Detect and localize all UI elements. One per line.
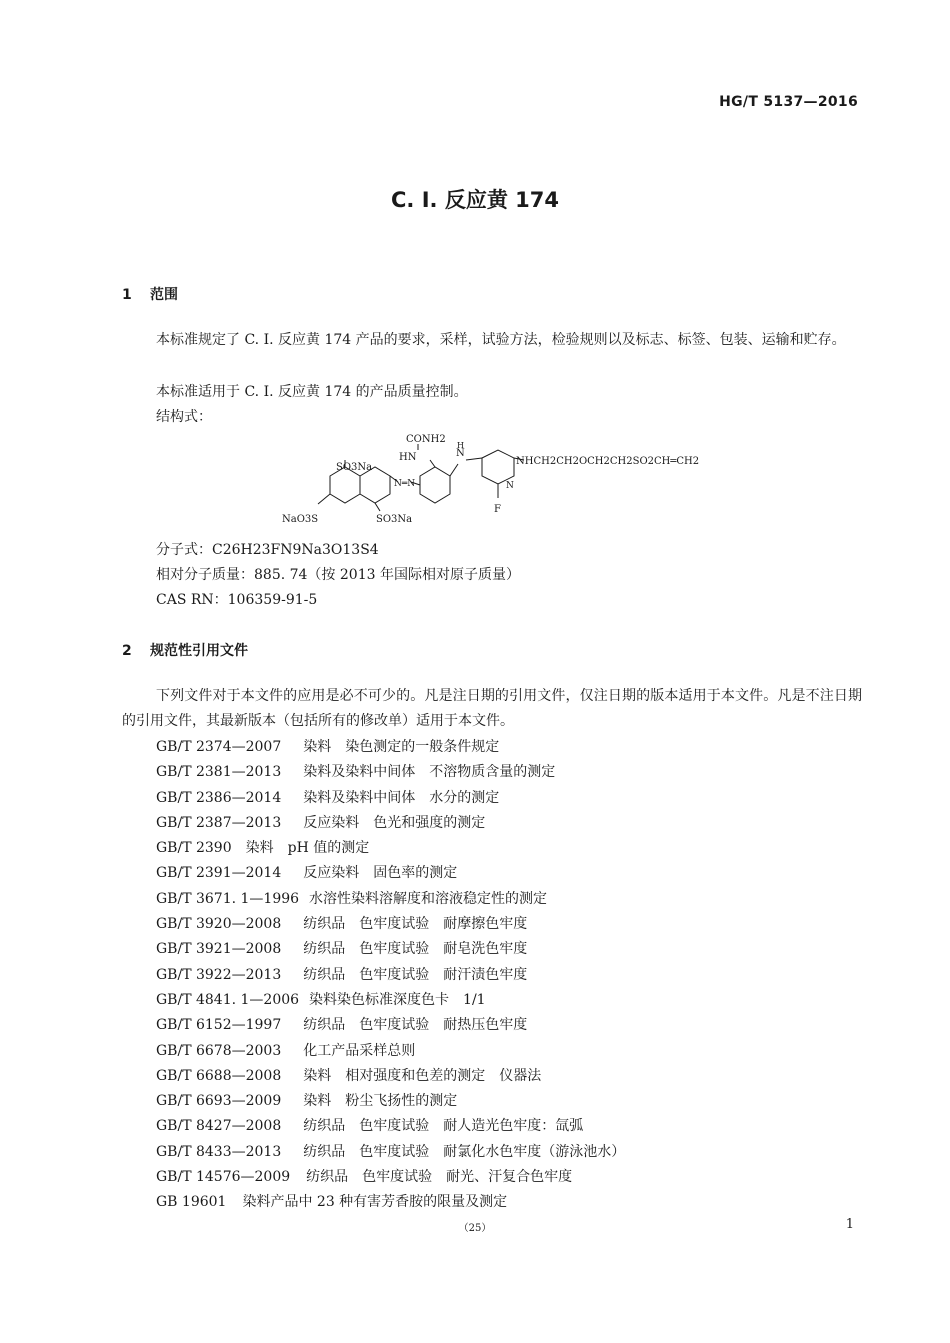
- list-item: [156, 912, 625, 937]
- so3na-bottom-label: SO3Na: [376, 514, 413, 525]
- section-1-heading: [122, 284, 178, 304]
- section-number: 2: [122, 643, 132, 659]
- list-item: [156, 963, 625, 988]
- ref-title: 纺织品 色牢度试验 耐皂洗色牢度: [303, 941, 528, 958]
- list-item: [156, 1190, 625, 1215]
- ref-title: 染料 染色测定的一般条件规定: [303, 739, 500, 755]
- ref-title: 纺织品 色牢度试验 耐人造光色牢度：氙弧: [303, 1118, 584, 1135]
- ref-code: GB/T 6688—2008: [156, 1067, 282, 1084]
- ref-code: GB/T 6693—2009: [156, 1093, 282, 1110]
- section-2-heading: [122, 640, 248, 660]
- ref-code: GB 19601: [156, 1194, 227, 1211]
- ref-title: 染料 pH 值的测定: [245, 840, 370, 857]
- ref-code: GB/T 3922—2013: [156, 966, 282, 983]
- hn-label: HN: [399, 452, 417, 463]
- list-item: [156, 1013, 625, 1038]
- list-item: [156, 1039, 625, 1064]
- list-item: [156, 811, 625, 836]
- section-title: 规范性引用文件: [150, 643, 248, 659]
- ref-code: GB/T 8433—2013: [156, 1143, 282, 1160]
- list-item: [156, 735, 625, 760]
- list-item: [156, 1140, 625, 1165]
- structure-label: 结构式：: [156, 409, 212, 425]
- section-1-paragraph-2: 本标准适用于 C. I. 反应黄 174 的产品质量控制。: [156, 384, 468, 400]
- naso3-label: NaO3S: [282, 514, 319, 525]
- ref-code: GB/T 3921—2008: [156, 941, 282, 958]
- triazine-n-label: N: [506, 481, 514, 491]
- ref-code: GB/T 3920—2008: [156, 916, 282, 933]
- ref-code: GB/T 6678—2003: [156, 1042, 282, 1059]
- ref-title: 染料 相对强度和色差的测定 仪器法: [303, 1067, 542, 1084]
- ref-title: 染料产品中 23 种有害芳香胺的限量及测定: [242, 1194, 508, 1211]
- triazine-ring: [482, 450, 514, 484]
- ref-title: 染料 粉尘飞扬性的测定: [303, 1093, 458, 1110]
- ref-title: 染料及染料中间体 不溶物质含量的测定: [303, 764, 556, 781]
- list-item: [156, 861, 625, 886]
- list-item: [156, 836, 625, 861]
- formula-label: 分子式：: [156, 542, 212, 558]
- azo-label: N═N: [394, 479, 416, 489]
- ref-code: GB/T 2381—2013: [156, 764, 282, 781]
- ref-code: GB/T 2386—2014: [156, 789, 282, 806]
- ref-title: 染料染色标准深度色卡 1/1: [309, 991, 486, 1008]
- ref-title: 反应染料 固色率的测定: [303, 865, 458, 882]
- ref-code: GB/T 8427—2008: [156, 1118, 282, 1135]
- ref-code: GB/T 14576—2009: [156, 1169, 291, 1186]
- so3na-top-label: SO3Na: [336, 462, 373, 473]
- molecular-formula: [156, 539, 379, 559]
- section-2-paragraph: 下列文件对于本文件的应用是必不可少的。凡是注日期的引用文件，仅注日期的版本适用于本文件。凡是不注日期的引用文件，其最新版本（包括所有的修改单）适用于本文件。: [122, 688, 862, 729]
- list-item: [156, 760, 625, 785]
- standard-code: HG/T 5137—2016: [719, 94, 858, 110]
- cas-number: CAS RN：106359-91-5: [156, 592, 318, 608]
- ref-code: GB/T 6152—1997: [156, 1017, 282, 1034]
- ref-title: 纺织品 色牢度试验 耐热压色牢度: [303, 1017, 528, 1034]
- list-item: [156, 988, 625, 1013]
- molecular-mass: 相对分子质量：885. 74（按 2013 年国际相对原子质量）: [156, 567, 520, 583]
- page-title: C. I. 反应黄 174: [391, 188, 559, 212]
- section-1-paragraph-1: 本标准规定了 C. I. 反应黄 174 产品的要求，采样，试验方法，检验规则以及标志、标签、包装、运输和贮存。: [156, 332, 846, 348]
- ref-title: 染料及染料中间体 水分的测定: [303, 789, 500, 806]
- ref-code: GB/T 3671. 1—1996: [156, 890, 300, 907]
- ref-code: GB/T 2387—2013: [156, 814, 282, 831]
- reference-list: [156, 735, 625, 1216]
- chemical-structure: [270, 426, 710, 536]
- ref-title: 纺织品 色牢度试验 耐汗渍色牢度: [303, 966, 528, 983]
- ref-title: 化工产品采样总则: [303, 1042, 416, 1059]
- ref-code: GB/T 2390: [156, 840, 232, 857]
- list-item: [156, 1089, 625, 1114]
- page-number: 1: [845, 1217, 854, 1232]
- list-item: [156, 887, 625, 912]
- footer-page-ref: （25）: [458, 1223, 492, 1234]
- formula-value: C26H23FN9Na3O13S4: [212, 542, 379, 558]
- list-item: [156, 1165, 625, 1190]
- ref-title: 反应染料 色光和强度的测定: [303, 814, 486, 831]
- list-item: [156, 937, 625, 962]
- nh-label: N: [456, 448, 465, 459]
- ref-code: GB/T 4841. 1—2006: [156, 991, 300, 1008]
- h-label: H: [457, 441, 464, 450]
- benzene-ring: [420, 467, 450, 503]
- ref-code: GB/T 2374—2007: [156, 739, 282, 755]
- ref-title: 纺织品 色牢度试验 耐光、汗复合色牢度: [306, 1169, 573, 1186]
- conh2-label: CONH2: [406, 434, 446, 445]
- sidechain-label: NHCH2CH2OCH2CH2SO2CH═CH2: [516, 456, 700, 467]
- ref-title: 水溶性染料溶解度和溶液稳定性的测定: [309, 890, 548, 907]
- ref-title: 纺织品 色牢度试验 耐氯化水色牢度（游泳池水）: [303, 1143, 626, 1160]
- section-number: 1: [122, 287, 132, 303]
- ref-title: 纺织品 色牢度试验 耐摩擦色牢度: [303, 916, 528, 933]
- list-item: [156, 1114, 625, 1139]
- fluorine-label: F: [494, 504, 501, 515]
- section-title: 范围: [150, 287, 178, 303]
- list-item: [156, 1064, 625, 1089]
- list-item: [156, 786, 625, 811]
- ref-code: GB/T 2391—2014: [156, 865, 282, 882]
